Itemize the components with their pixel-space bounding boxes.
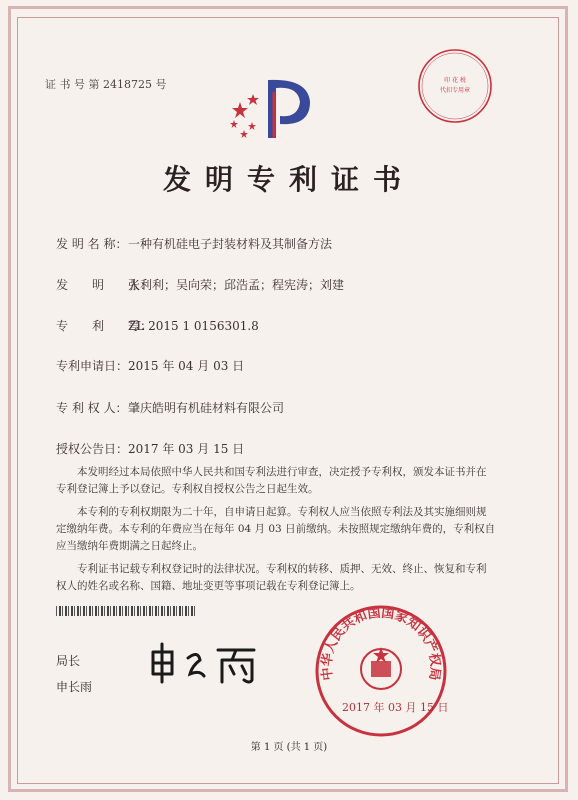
- patentee-label: 专 利 权 人：: [56, 401, 128, 415]
- inventors: 张利利；吴向荣；邱浩孟；程宪涛；刘建: [128, 278, 345, 292]
- patent-number: ZL 2015 1 0156301.8: [128, 319, 259, 333]
- patent-number-label: 专 利 号：: [56, 319, 153, 333]
- page-footer: 第 1 页 (共 1 页): [250, 742, 328, 753]
- patentee: 肇庆皓明有机硅材料有限公司: [128, 401, 285, 415]
- official-seal: [313, 603, 449, 739]
- filing-date-row: [56, 357, 244, 374]
- inventor-label: 发 明 人：: [56, 278, 153, 292]
- patentee-row: [56, 399, 284, 416]
- svg-text:印 花 税: 印 花 税: [444, 77, 466, 84]
- invention-name: 一种有机硅电子封装材料及其制备方法: [128, 237, 333, 251]
- paragraph-1: 本发明经过本局依照中华人民共和国专利法进行审查，决定授予专利权，颁发本证书并在专利登记簿上予以登记。专利权自授权公告之日起生效。: [56, 466, 487, 495]
- certificate-title: 发明专利证书: [162, 163, 415, 196]
- body-text: [56, 464, 496, 595]
- certificate-number: 证 书 号 第 2418725 号: [45, 78, 167, 91]
- patent-office-logo: [228, 72, 328, 142]
- grant-date-label: 授权公告日：: [56, 442, 129, 456]
- invention-name-label: 发 明 名 称：: [56, 237, 128, 251]
- paragraph-2: 本专利的专利权期限为二十年，自申请日起算。专利权人应当依照专利法及其实施细则规定缴纳年费。本专利的年费应当在每年 04 月 03 日前缴纳。未按照规定缴纳年费的，专利权自应当缴纳年费期满之日起终止。: [56, 506, 496, 552]
- seal-arc-text: 中华人民共和国国家知识产权局: [319, 605, 443, 682]
- director-signature: [148, 640, 268, 685]
- svg-text:代扣专用章: 代扣专用章: [439, 87, 471, 94]
- paragraph-3: 专利证书记载专利权登记时的法律状况。专利权的转移、质押、无效、终止、恢复和专利权人的姓名或名称、国籍、地址变更等事项记载在专利登记簿上。: [56, 563, 487, 592]
- director-name: 申长雨: [56, 680, 93, 694]
- inventor-row: [56, 276, 344, 293]
- filing-date: 2015 年 04 月 03 日: [128, 359, 245, 373]
- director-title: 局长: [56, 654, 81, 668]
- barcode: [56, 606, 196, 616]
- small-seal-icon: [415, 46, 495, 126]
- grant-date-row: [56, 440, 244, 457]
- invention-name-row: [56, 235, 332, 252]
- filing-date-label: 专利申请日：: [56, 359, 129, 373]
- grant-date: 2017 年 03 月 15 日: [128, 442, 245, 456]
- seal-date: 2017 年 03 月 15 日: [342, 701, 449, 714]
- patent-number-row: [56, 317, 259, 334]
